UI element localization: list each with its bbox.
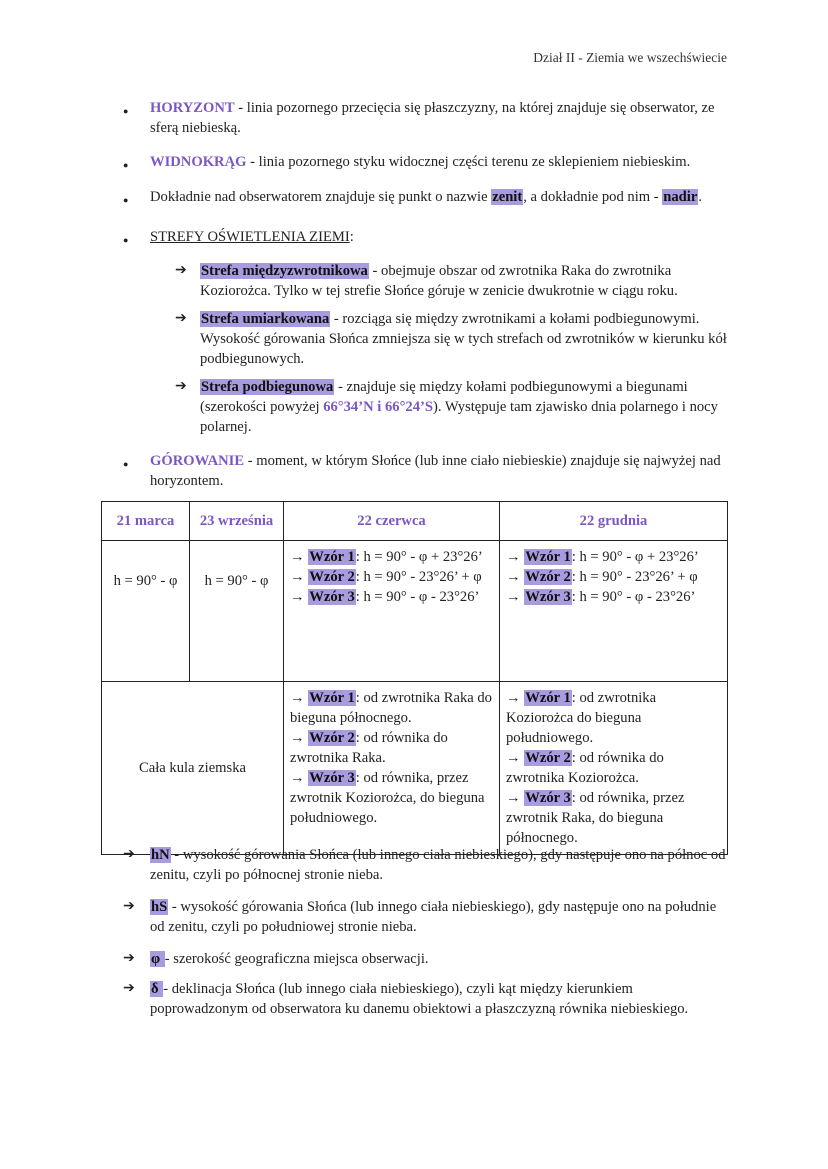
formula-line: [506, 547, 721, 567]
note-text: - szerokość geograficzna miejsca obserwacji.: [164, 951, 429, 967]
table-cell: h = 90° - φ: [102, 541, 190, 682]
formula-label: Wzór 2: [525, 750, 571, 766]
arrow-icon: →: [290, 549, 309, 565]
range-line: [290, 768, 493, 828]
formula-text: : h = 90° - 23°26’ + φ: [571, 569, 698, 585]
formula-label: Wzór 2: [525, 569, 571, 585]
header-22-june: 22 czerwca: [284, 502, 500, 541]
formula-line: [290, 567, 493, 587]
zone-text: - obejmuje obszar od zwrotnika Raka do zwrotnika Koziorożca. Tylko w tej strefie Słońce góruje w zenicie dwukrotnie w ciągu roku.: [200, 263, 678, 299]
note-item: [150, 897, 730, 937]
range-line: [290, 688, 493, 728]
formula-text: : h = 90° - φ - 23°26’: [355, 589, 480, 605]
zone-text: - znajduje się między kołami podbiegunowymi a biegunami (szerokości powyżej: [200, 379, 688, 415]
arrow-icon: →: [290, 770, 309, 786]
table-row: [102, 541, 728, 682]
term-gorowanie: GÓROWANIE: [150, 453, 245, 469]
bullet-icon: ●: [123, 106, 129, 116]
range-text: : od równika do zwrotnika Raka.: [290, 730, 448, 766]
note-text: - wysokość górowania Słońca (lub innego ciała niebieskiego), gdy następuje ono na południe od zenitu, czyli po południowej stronie nieba.: [150, 899, 717, 935]
definition-horyzont: [150, 98, 730, 138]
arrow-icon: ➔: [123, 899, 135, 914]
term-horyzont: HORYZONT: [150, 100, 235, 116]
formula-line: [506, 567, 721, 587]
arrow-icon: →: [506, 569, 525, 585]
formula-text: : h = 90° - φ - 23°26’: [571, 589, 696, 605]
term-widnokrag: WIDNOKRĄG: [150, 154, 247, 170]
note-term: φ: [151, 951, 164, 967]
table-cell: h = 90° - φ: [190, 541, 284, 682]
arrow-icon: →: [290, 730, 309, 746]
range-text: : od zwrotnika Koziorożca do bieguna południowego.: [506, 690, 657, 746]
arrow-icon: ➔: [123, 951, 135, 966]
formula-label: Wzór 3: [309, 770, 355, 786]
header-23-september: 23 września: [190, 502, 284, 541]
note-text: - wysokość górowania Słońca (lub innego ciała niebieskiego), gdy następuje ono na północ od zenitu, czyli po północnej stronie nieba.: [150, 847, 726, 883]
zone-text: ). Występuje tam zjawisko dnia polarnego i nocy polarnej.: [200, 399, 718, 435]
arrow-icon: →: [290, 690, 309, 706]
bullet-icon: ●: [123, 195, 129, 205]
table-cell-ranges-june: [284, 682, 500, 855]
zone-item: [200, 377, 730, 437]
range-line: [506, 688, 721, 748]
formula-text: : h = 90° - 23°26’ + φ: [355, 569, 482, 585]
note-text: - deklinacja Słońca (lub innego ciała niebieskiego), czyli kąt między kierunkiem poprowadzonym od obserwatora ku danemu obiektowi a płaszczyzną równika niebieskiego.: [150, 981, 689, 1017]
note-term: hN: [151, 847, 170, 863]
text: , a dokładnie pod nim -: [523, 189, 663, 205]
zenit-nadir-line: [150, 187, 730, 207]
range-text: : od zwrotnika Raka do bieguna północnego.: [290, 690, 492, 726]
arrow-icon: →: [506, 750, 525, 766]
bullet-icon: ●: [123, 235, 129, 245]
formula-label: Wzór 2: [309, 569, 355, 585]
table-cell-formulas-june: [284, 541, 500, 682]
arrow-icon: →: [290, 569, 309, 585]
arrow-icon: →: [506, 589, 525, 605]
arrow-icon: →: [506, 790, 525, 806]
formula-line: [290, 587, 493, 607]
zone-item: [200, 261, 730, 301]
header-21-march: 21 marca: [102, 502, 190, 541]
range-line: [506, 748, 721, 788]
formula-label: Wzór 2: [309, 730, 355, 746]
note-term: hS: [151, 899, 168, 915]
latitude-values: 66°34’N i 66°24’S: [323, 399, 433, 415]
definition-text: - moment, w którym Słońce (lub inne ciało niebieskie) znajduje się najwyżej nad horyzontem.: [150, 453, 721, 489]
bullet-icon: ●: [123, 160, 129, 170]
zone-term: Strefa podbiegunowa: [201, 379, 334, 395]
table-cell-formulas-december: [500, 541, 728, 682]
range-text: : od równika do zwrotnika Koziorożca.: [506, 750, 664, 786]
table-header-row: [102, 502, 728, 541]
culmination-table: [101, 501, 728, 855]
range-line: [506, 788, 721, 848]
note-item: [150, 979, 730, 1019]
text: Dokładnie nad obserwatorem znajduje się punkt o nazwie: [150, 189, 492, 205]
formula-label: Wzór 1: [309, 690, 355, 706]
range-line: [290, 728, 493, 768]
formula-label: Wzór 1: [525, 549, 571, 565]
arrow-icon: →: [290, 589, 309, 605]
arrow-icon: ➔: [175, 379, 187, 394]
definition-widnokrag: [150, 152, 730, 172]
formula-line: [290, 547, 493, 567]
formula-label: Wzór 3: [525, 589, 571, 605]
arrow-icon: →: [506, 690, 525, 706]
arrow-icon: ➔: [175, 263, 187, 278]
table-cell-whole-earth: Cała kula ziemska: [102, 682, 284, 855]
definition-gorowanie: [150, 451, 730, 491]
zone-item: [200, 309, 730, 369]
formula-label: Wzór 3: [525, 790, 571, 806]
zone-term: Strefa umiarkowana: [201, 311, 330, 327]
arrow-icon: ➔: [175, 311, 187, 326]
formula-text: : h = 90° - φ + 23°26’: [571, 549, 699, 565]
header-22-december: 22 grudnia: [500, 502, 728, 541]
formula-label: Wzór 1: [309, 549, 355, 565]
bullet-icon: ●: [123, 459, 129, 469]
arrow-icon: ➔: [123, 981, 135, 996]
formula-label: Wzór 1: [525, 690, 571, 706]
range-text: : od równika, przez zwrotnik Raka, do bieguna północnego.: [506, 790, 685, 846]
table-row: [102, 682, 728, 855]
formula-label: Wzór 3: [309, 589, 355, 605]
arrow-icon: →: [506, 549, 525, 565]
page-header: Dział II - Ziemia we wszechświecie: [533, 50, 727, 65]
text: .: [698, 189, 702, 205]
highlight-nadir: nadir: [663, 189, 698, 205]
formula-line: [506, 587, 721, 607]
highlight-zenit: zenit: [492, 189, 523, 205]
range-text: : od równika, przez zwrotnik Koziorożca, do bieguna południowego.: [290, 770, 485, 826]
note-item: [150, 949, 730, 969]
zones-heading-text: STREFY OŚWIETLENIA ZIEMI: [150, 229, 350, 245]
zone-term: Strefa międzyzwrotnikowa: [201, 263, 368, 279]
note-item: [150, 845, 730, 885]
arrow-icon: ➔: [123, 847, 135, 862]
zone-text: - rozciąga się między zwrotnikami a kołami podbiegunowymi. Wysokość górowania Słońca zmniejsza się w tych strefach od zwrotników w kierunku kół podbiegunowych.: [200, 311, 727, 367]
note-term: δ: [151, 981, 163, 997]
zones-heading: [150, 227, 730, 247]
formula-text: : h = 90° - φ + 23°26’: [355, 549, 483, 565]
text: :: [349, 229, 354, 245]
definition-text: - linia pozornego styku widocznej części terenu ze sklepieniem niebieskim.: [246, 154, 691, 170]
definition-text: - linia pozornego przecięcia się płaszczyzny, na której znajduje się obserwator, ze sferą niebieską.: [150, 100, 715, 136]
table-cell-ranges-december: [500, 682, 728, 855]
